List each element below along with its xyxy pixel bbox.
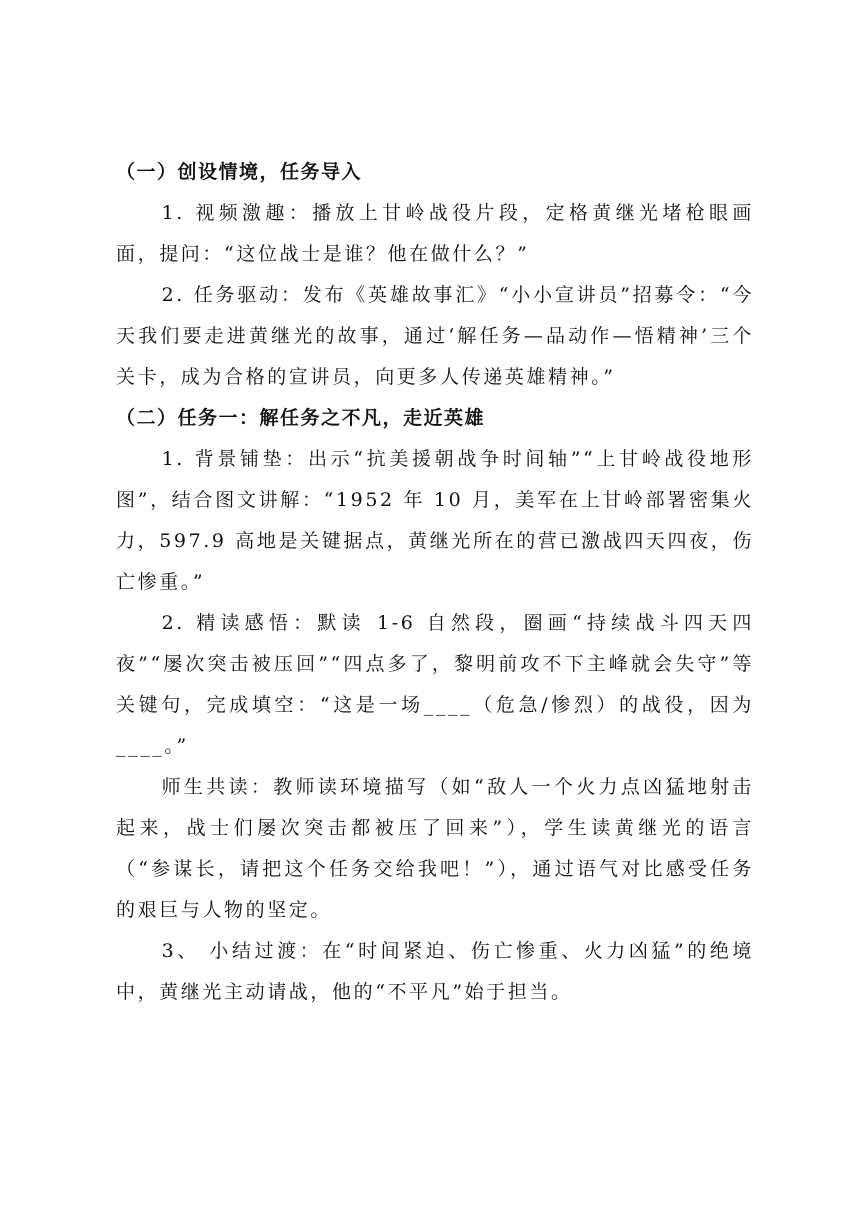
paragraph-task-drive: 2. 任务驱动：发布《英雄故事汇》“小小宣讲员”招募令：“今天我们要走进黄继光的故事，通过‘解任务—品动作—悟精神’三个关卡，成为合格的宣讲员，向更多人传递英雄精神。”	[116, 284, 754, 388]
paragraph-background: 1. 背景铺垫：出示“抗美援朝战争时间轴”“上甘岭战役地形图”，结合图文讲解：“1952 年 10 月，美军在上甘岭部署密集火力，597.9 高地是关键据点，黄继光所在的营已激战四天四夜，伤亡惨重。”	[116, 448, 754, 593]
section-heading-2: （二）任务一：解任务之不凡，走近英雄	[116, 407, 486, 429]
document-page	[116, 152, 754, 1013]
paragraph-close-reading: 2. 精读感悟：默读 1-6 自然段，圈画“持续战斗四天四夜”“屡次突击被压回”“四点多了，黎明前攻不下主峰就会失守”等关键句，完成填空：“这是一场____（危急/惨烈）的战役，因为____。”	[116, 612, 754, 757]
paragraph-summary: 3、 小结过渡：在“时间紧迫、伤亡惨重、火力凶猛”的绝境中，黄继光主动请战，他的“不平凡”始于担当。	[116, 940, 754, 1003]
paragraph-video-intro: 1. 视频激趣：播放上甘岭战役片段，定格黄继光堵枪眼画面，提问：“这位战士是谁？他在做什么？”	[116, 202, 754, 265]
section-heading-1: （一）创设情境，任务导入	[116, 161, 363, 183]
paragraph-shared-reading: 师生共读：教师读环境描写（如“敌人一个火力点凶猛地射击起来，战士们屡次突击都被压了回来”），学生读黄继光的语言（“参谋长，请把这个任务交给我吧！”），通过语气对比感受任务的艰巨与人物的坚定。	[116, 776, 754, 921]
